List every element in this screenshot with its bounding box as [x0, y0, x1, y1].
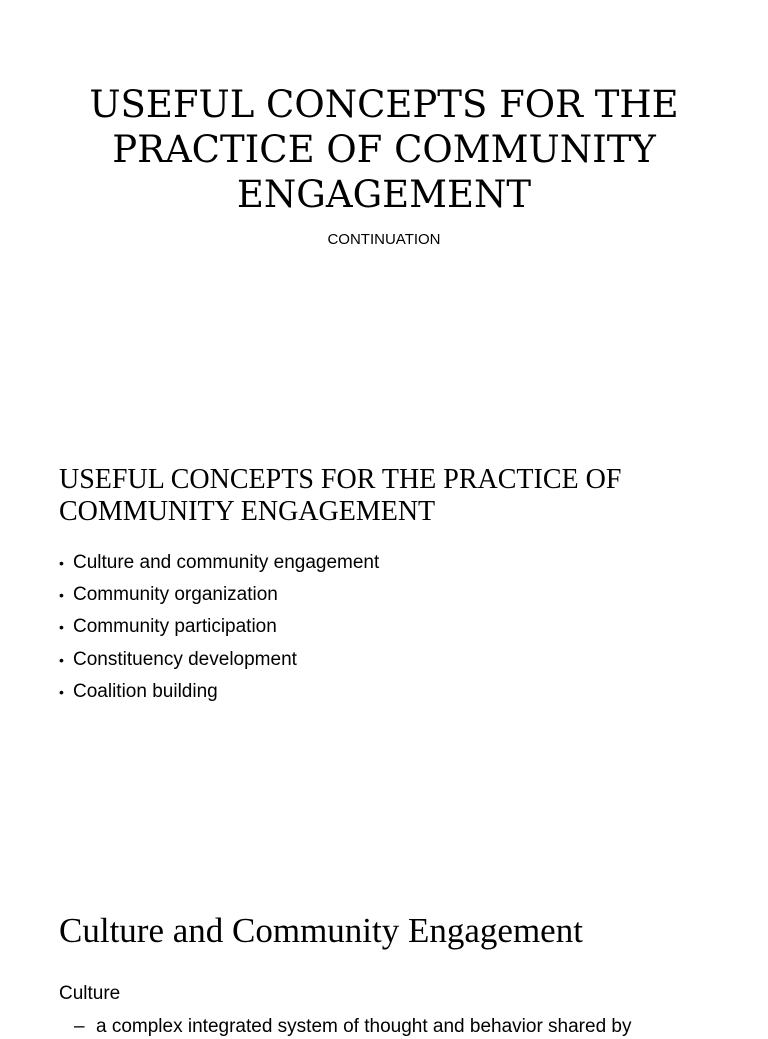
list-item-label: Culture and community engagement — [73, 552, 380, 573]
concepts-list — [59, 549, 379, 710]
subtitle: CONTINUATION — [327, 231, 441, 248]
list-item — [59, 549, 379, 581]
title-slide — [0, 0, 768, 420]
list-item-label: Coalition building — [73, 680, 218, 702]
culture-slide — [0, 880, 768, 1037]
list-item-label: Constituency development — [73, 648, 297, 670]
list-item-label: Community organization — [73, 584, 278, 606]
culture-definition — [74, 1015, 632, 1039]
list-item — [59, 678, 379, 710]
bullet-icon: • — [59, 651, 64, 668]
main-title: USEFUL CONCEPTS FOR THE PRACTICE OF COMMUNITY ENGAGEMENT — [89, 83, 679, 216]
bullet-icon: • — [59, 683, 64, 700]
culture-title: Culture and Community Engagement — [59, 911, 583, 950]
bullet-icon: • — [59, 555, 64, 571]
culture-label: Culture — [59, 983, 121, 1004]
list-item — [59, 646, 379, 678]
bullet-icon: • — [59, 587, 64, 604]
culture-definition-text: a complex integrated system of thought and behavior shared by — [96, 1016, 632, 1037]
list-item-label: Community participation — [73, 616, 277, 638]
concepts-title: USEFUL CONCEPTS FOR THE PRACTICE OF COMMUNITY ENGAGEMENT — [59, 464, 622, 527]
dash-icon: – — [74, 1016, 85, 1037]
concepts-slide — [0, 420, 768, 840]
list-item — [59, 581, 379, 613]
bullet-icon: • — [59, 619, 64, 636]
list-item — [59, 613, 379, 645]
